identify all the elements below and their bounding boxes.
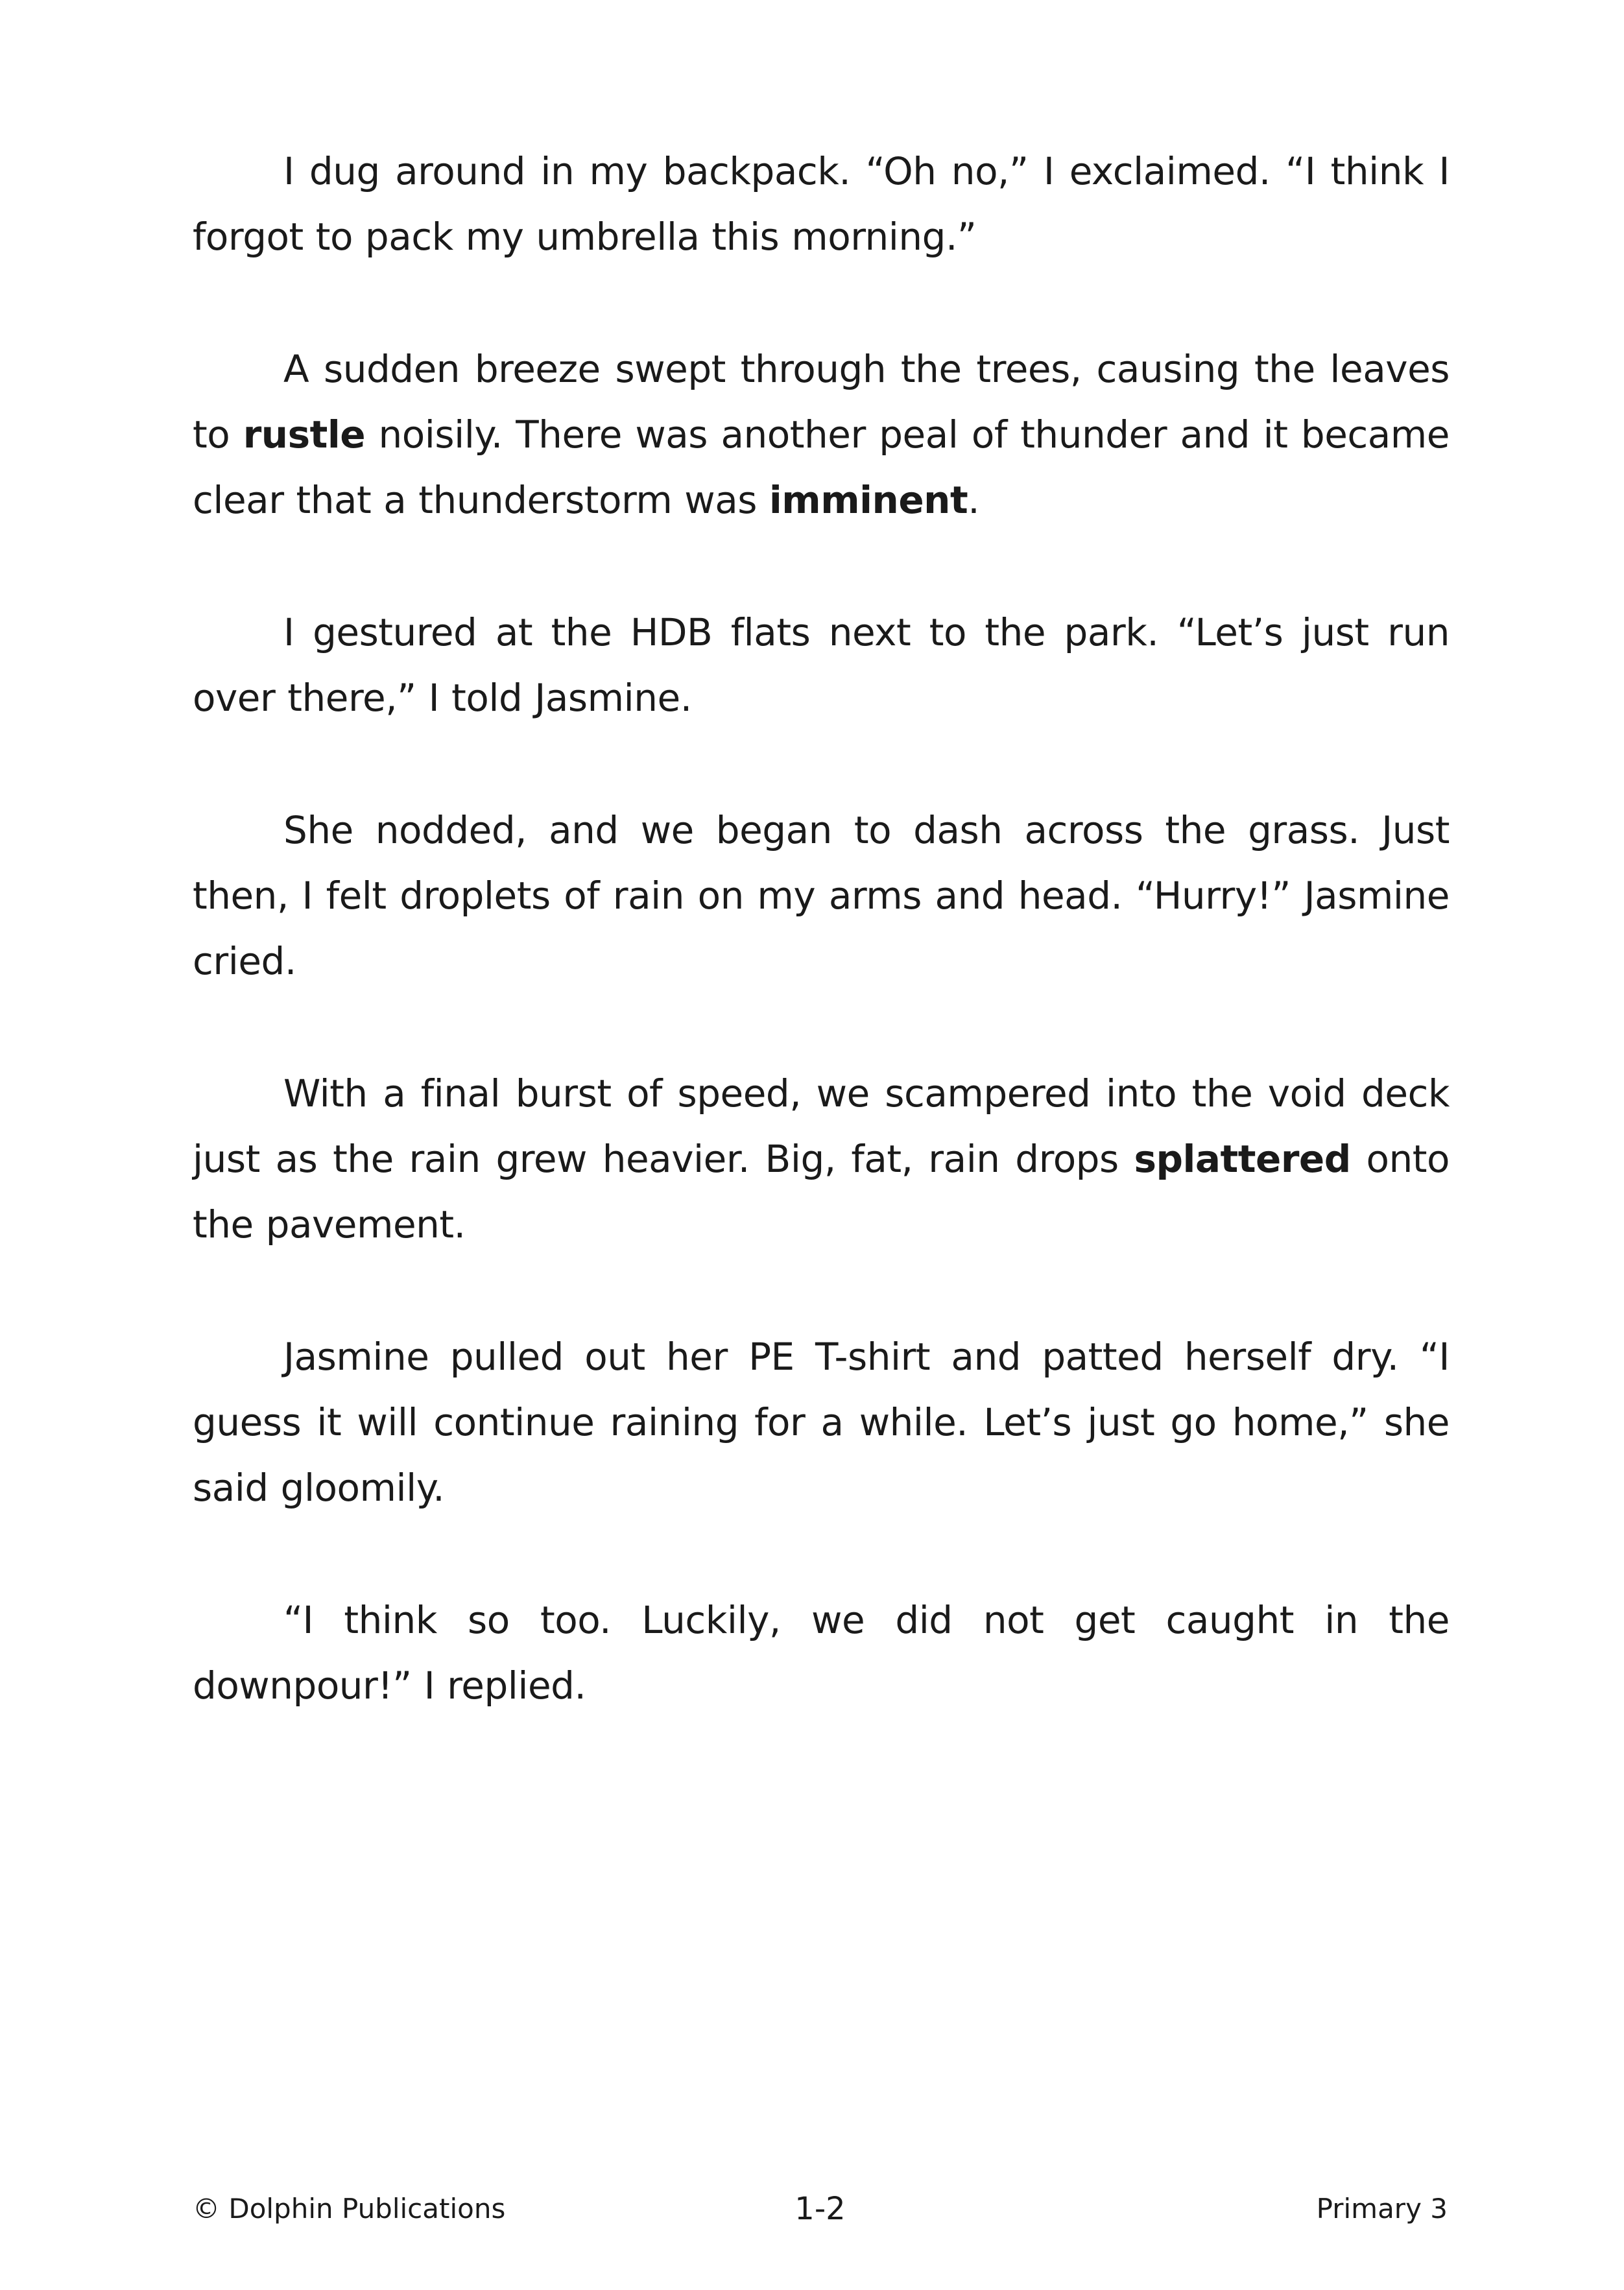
paragraph-2-text-b: noisily. There was another peal of thunder and it became clear that a thunderstorm was	[193, 412, 1450, 522]
vocab-word-rustle: rustle	[243, 412, 366, 457]
grade-level: Primary 3	[1316, 2193, 1448, 2224]
page-footer	[193, 2189, 1448, 2228]
story-body	[193, 139, 1450, 1785]
paragraph-1-text: I dug around in my backpack. “Oh no,” I exclaimed. “I think I forgot to pack my umbrella this morning.”	[193, 149, 1450, 259]
paragraph-1	[193, 139, 1450, 270]
paragraph-5	[193, 1061, 1450, 1258]
paragraph-4-text: She nodded, and we began to dash across the grass. Just then, I felt droplets of rain on my arms and head. “Hurry!” Jasmine cried.	[193, 808, 1450, 983]
vocab-word-splattered: splattered	[1134, 1137, 1351, 1181]
paragraph-7	[193, 1588, 1450, 1719]
paragraph-6	[193, 1324, 1450, 1521]
paragraph-2	[193, 337, 1450, 533]
page-number: 1-2	[794, 2191, 846, 2227]
paragraph-2-text-c: .	[968, 478, 980, 522]
paragraph-4	[193, 798, 1450, 994]
paragraph-3	[193, 600, 1450, 731]
paragraph-7-text: “I think so too. Luckily, we did not get caught in the downpour!” I replied.	[193, 1598, 1450, 1708]
paragraph-5-text-b: onto the pavement.	[193, 1137, 1450, 1246]
publisher-credit: © Dolphin Publications	[193, 2193, 506, 2224]
paragraph-5-text-a: With a final burst of speed, we scampered into the void deck just as the rain grew heavier. Big, fat, rain drops	[193, 1071, 1450, 1181]
vocab-word-imminent: imminent	[769, 478, 968, 522]
paragraph-3-text: I gestured at the HDB flats next to the park. “Let’s just run over there,” I told Jasmine.	[193, 610, 1450, 720]
paragraph-2-text-a: A sudden breeze swept through the trees, causing the leaves to	[193, 347, 1450, 457]
paragraph-6-text: Jasmine pulled out her PE T-shirt and patted herself dry. “I guess it will continue raining for a while. Let’s just go home,” she said gloomily.	[193, 1335, 1450, 1510]
